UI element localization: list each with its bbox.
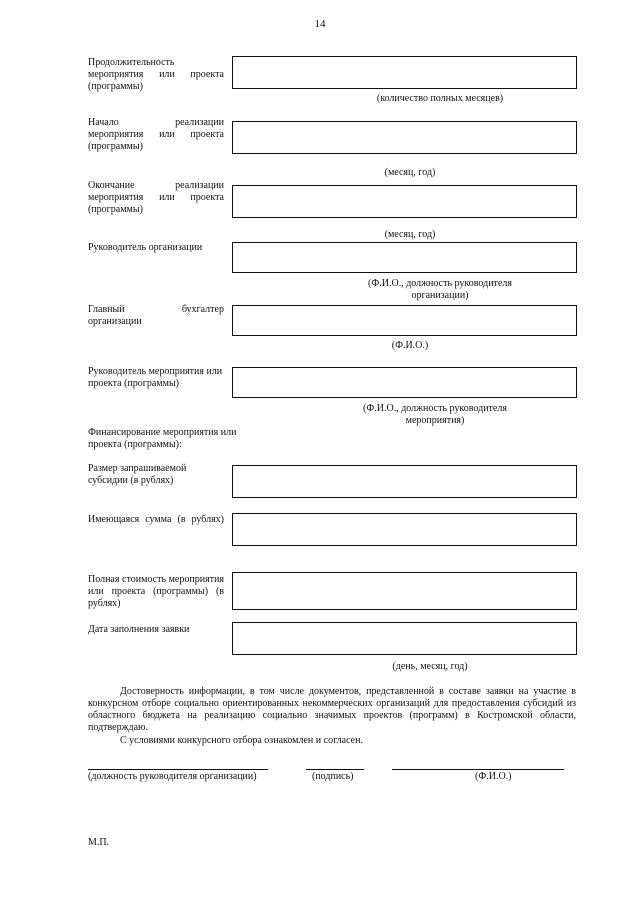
signature-caption: (подпись) bbox=[312, 771, 354, 782]
duration-field[interactable] bbox=[232, 56, 577, 89]
subsidy-label: Размер запрашиваемой субсидии (в рублях) bbox=[88, 463, 187, 486]
duration-label: Продолжительность мероприятия или проекта (программы) bbox=[88, 57, 224, 92]
agreement-text: С условиями конкурсного отбора ознакомлен и согласен. bbox=[120, 735, 363, 746]
manager-field[interactable] bbox=[232, 367, 577, 398]
head-caption: (Ф.И.О., должность руководителя организации) bbox=[368, 278, 512, 301]
accountant-label: Главный бухгалтер организации bbox=[88, 304, 224, 327]
total-cost-label: Полная стоимость мероприятия или проекта (программы) (в рублях) bbox=[88, 574, 224, 609]
head-field[interactable] bbox=[232, 242, 577, 273]
available-sum-field[interactable] bbox=[232, 513, 577, 546]
end-field[interactable] bbox=[232, 185, 577, 218]
financing-heading: Финансирование мероприятия или проекта (программы): bbox=[88, 427, 237, 450]
end-label: Окончание реализации мероприятия или проекта (программы) bbox=[88, 180, 224, 215]
duration-caption: (количество полных месяцев) bbox=[376, 93, 504, 104]
position-signature-line[interactable] bbox=[88, 769, 268, 770]
start-label: Начало реализации мероприятия или проекта (программы) bbox=[88, 117, 224, 152]
name-caption: (Ф.И.О.) bbox=[475, 771, 512, 782]
date-field[interactable] bbox=[232, 622, 577, 655]
accountant-caption: (Ф.И.О.) bbox=[391, 340, 429, 351]
name-signature-line[interactable] bbox=[392, 769, 564, 770]
accountant-field[interactable] bbox=[232, 305, 577, 336]
available-sum-label: Имеющаяся сумма (в рублях) bbox=[88, 514, 224, 525]
date-caption: (день, месяц, год) bbox=[392, 661, 468, 672]
position-caption: (должность руководителя организации) bbox=[88, 771, 257, 782]
manager-label: Руководитель мероприятия или проекта (программы) bbox=[88, 366, 223, 389]
page-number: 14 bbox=[314, 18, 326, 30]
statement-paragraph: Достоверность информации, в том числе документов, представленной в составе заявки на участие в конкурсном отборе социально ориентированных некоммерческих организаций для предоставления субсидий из областного бюджета на реализацию социально значимых проектов (программ) в Костромской области, подтверждаю. bbox=[88, 686, 576, 733]
start-caption: (месяц, год) bbox=[384, 167, 436, 178]
head-label: Руководитель организации bbox=[88, 242, 203, 253]
stamp-label: М.П. bbox=[88, 837, 110, 848]
date-label: Дата заполнения заявки bbox=[88, 624, 190, 635]
subsidy-field[interactable] bbox=[232, 465, 577, 498]
total-cost-field[interactable] bbox=[232, 572, 577, 610]
start-field[interactable] bbox=[232, 121, 577, 154]
manager-caption: (Ф.И.О., должность руководителя мероприятия) bbox=[363, 403, 507, 426]
signature-line[interactable] bbox=[306, 769, 364, 770]
end-caption: (месяц, год) bbox=[384, 229, 436, 240]
